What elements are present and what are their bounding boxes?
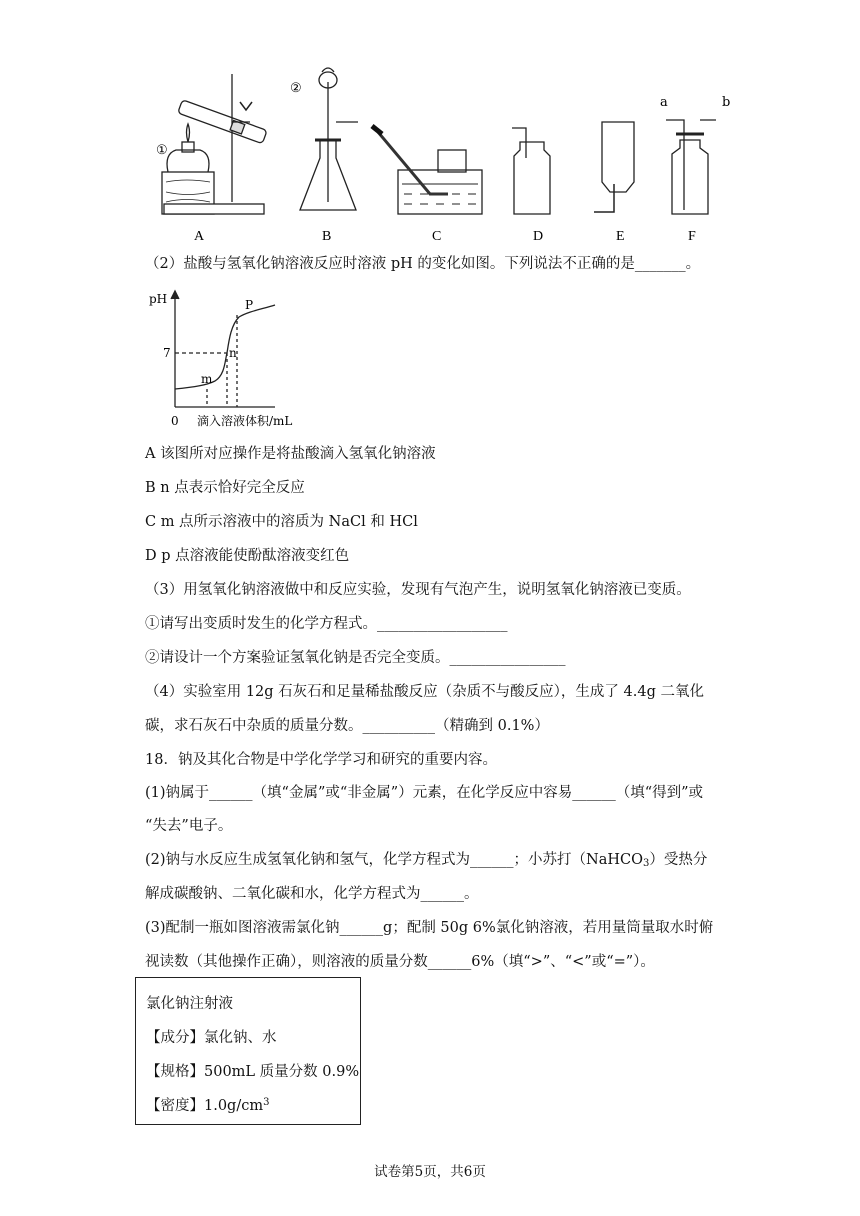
q4-line1: （4）实验室用 12g 石灰石和足量稀盐酸反应（杂质不与酸反应），生成了 4.4g 二氧化 [145,684,704,700]
q18-p2-line1: (2)钠与水反应生成氢氧化钠和氢气，化学方程式为______；小苏打（NaHCO$_3$）受热分 [145,852,708,869]
q4-line2: 碳，求石灰石中杂质的质量分数。__________（精确到 0.1%） [145,718,549,734]
apparatus-label-b: B [322,229,332,244]
graph-point-n: n [229,346,237,360]
q2-option-c: C m 点所示溶液中的溶质为 NaCl 和 HCl [145,514,418,530]
page-footer: 试卷第5页，共6页 [374,1164,486,1180]
q2-option-b: B n 点表示恰好完全反应 [145,480,305,496]
graph-y-tick: 7 [163,346,171,360]
graph-xlabel: 滴入溶液体积/mL [197,414,293,428]
q18-p2-line2: 解成碳酸钠、二氧化碳和水，化学方程式为______。 [145,886,479,902]
box-ingredients: 【成分】氯化钠、水 [146,1030,277,1046]
q2-option-a: A 该图所对应操作是将盐酸滴入氢氧化钠溶液 [145,446,436,462]
box-title: 氯化钠注射液 [146,996,233,1012]
apparatus-figure [140,62,740,247]
q3-stem: （3）用氢氧化钠溶液做中和反应实验，发现有气泡产生，说明氢氧化钠溶液已变质。 [145,582,691,598]
q18-p1-line1: (1)钠属于______（填“金属”或“非金属”）元素，在化学反应中容易______（填“得到”或 [145,785,704,801]
graph-point-p: P [245,298,254,312]
injection-label-box [135,977,361,1125]
marker-1: ① [156,143,168,158]
q18-p3-line1: (3)配制一瓶如图溶液需氯化钠______g；配制 50g 6%氯化钠溶液，若用量筒量取水时俯 [145,920,714,936]
apparatus-label-a: A [194,229,205,244]
apparatus-label-e: E [616,229,625,244]
ph-graph [145,285,305,430]
q2-option-d: D p 点溶液能使酚酞溶液变红色 [145,548,350,564]
graph-point-m: m [201,372,213,386]
q2-stem: （2）盐酸与氢氧化钠溶液反应时溶液 pH 的变化如图。下列说法不正确的是_______。 [145,256,701,272]
graph-ylabel: pH [149,292,168,306]
q3-sub2: ②请设计一个方案验证氢氧化钠是否完全变质。________________ [145,650,566,666]
port-a-label: a [660,95,668,110]
graph-origin: 0 [171,414,179,428]
q3-sub1: ①请写出变质时发生的化学方程式。__________________ [145,616,508,632]
box-density: 【密度】$1.0g/cm^3$ [146,1097,270,1114]
q18-p3-line2: 视读数（其他操作正确），则溶液的质量分数______6%（填“>”、“<”或“=”）。 [145,954,655,970]
q18-p1-line2: “失去”电子。 [145,818,233,834]
port-b-label: b [722,95,731,110]
box-spec: 【规格】500mL 质量分数 0.9% [146,1064,360,1080]
q18-stem: 18．钠及其化合物是中学化学学习和研究的重要内容。 [145,752,497,768]
apparatus-label-c: C [432,229,442,244]
apparatus-label-d: D [533,229,544,244]
ph-curve [175,305,275,389]
apparatus-label-f: F [688,229,696,244]
marker-2: ② [290,81,302,96]
